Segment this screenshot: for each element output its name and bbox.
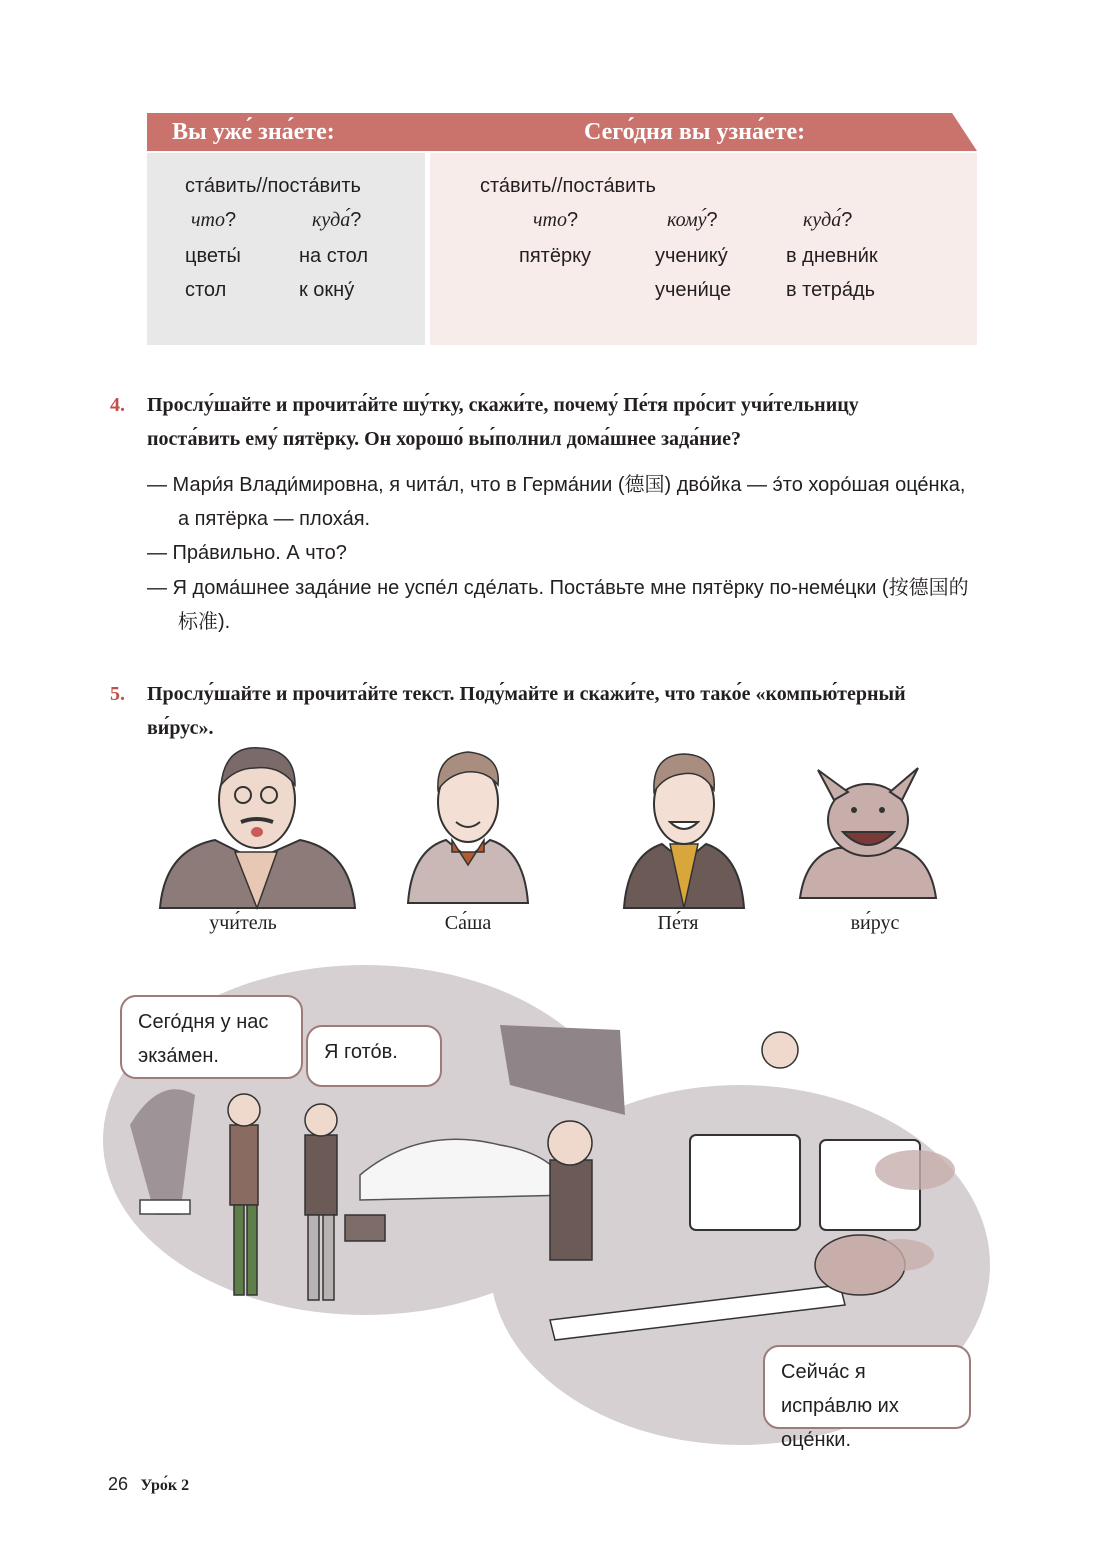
instruction-line: ви́рус». xyxy=(147,717,214,739)
dialogue-line: 标准). xyxy=(178,611,231,633)
new-cell: в тетра́дь xyxy=(786,279,876,301)
known-cell: на стол xyxy=(299,245,369,267)
dialogue-line: — Мари́я Влади́мировна, я чита́л, что в Герма́нии (德国) дво́йка — э́то хоро́шая оце́нка, xyxy=(147,474,966,496)
exercise-5-instruction xyxy=(147,677,977,745)
known-question-what: что? xyxy=(191,209,237,231)
dialogue-line: — Пра́вильно. А что? xyxy=(147,542,347,564)
new-verb: ста́вить//поста́вить xyxy=(480,175,656,197)
page-number: 26 xyxy=(108,1474,129,1494)
known-cell: стол xyxy=(185,279,227,301)
known-question-where: куда́? xyxy=(312,209,362,231)
speech-bubble-exam: Сего́дня у нас экза́мен. xyxy=(120,995,303,1079)
new-question-what: что? xyxy=(533,209,579,231)
petya-illustration xyxy=(622,740,746,910)
new-cell: в дневни́к xyxy=(786,245,878,267)
instruction-line: поста́вить ему́ пятёрку. Он хорошо́ вы́полнил дома́шнее зада́ние? xyxy=(147,428,742,450)
label-virus: ви́рус xyxy=(850,912,900,934)
known-cell: к окну́ xyxy=(299,279,355,301)
known-column xyxy=(147,153,425,345)
new-header: Сего́дня вы узна́ете: xyxy=(584,119,806,145)
speech-bubble-ready: Я гото́в. xyxy=(306,1025,442,1087)
page-footer xyxy=(108,1474,189,1495)
new-cell: учени́це xyxy=(655,279,732,301)
label-petya: Пе́тя xyxy=(657,912,699,934)
known-header: Вы уже́ зна́ете: xyxy=(172,119,335,145)
sasha-illustration xyxy=(406,740,530,905)
dialogue-line: — Я дома́шнее зада́ние не успе́л сде́лать. Поста́вьте мне пятёрку по-неме́цки (按德国的 xyxy=(147,577,969,599)
instruction-line: Прослу́шайте и прочита́йте шу́тку, скажи́те, почему́ Пе́тя про́сит учи́тельницу xyxy=(147,394,859,416)
exercise-5-number: 5. xyxy=(110,683,125,705)
new-cell: ученику́ xyxy=(655,245,728,267)
exercise-4-number: 4. xyxy=(110,394,125,416)
known-cell: цветы́ xyxy=(185,245,241,267)
speech-bubble-virus: Сейча́с я испра́влю их оце́нки. xyxy=(763,1345,971,1429)
lesson-label: Уро́к 2 xyxy=(140,1477,190,1494)
instruction-line: Прослу́шайте и прочита́йте текст. Поду́майте и скажи́те, что тако́е «компью́терный xyxy=(147,683,906,705)
new-question-where: куда́? xyxy=(803,209,853,231)
new-column xyxy=(430,153,977,345)
label-sasha: Са́ша xyxy=(444,912,492,934)
known-verb: ста́вить//поста́вить xyxy=(185,175,361,197)
label-teacher: учи́тель xyxy=(209,912,277,934)
new-question-whom: кому́? xyxy=(667,209,718,231)
new-cell: пятёрку xyxy=(519,245,592,267)
dialogue-line: а пятёрка — плоха́я. xyxy=(178,508,371,530)
exercise-4-instruction xyxy=(147,388,977,456)
teacher-illustration xyxy=(155,740,360,910)
virus-illustration xyxy=(798,740,938,900)
grammar-box xyxy=(147,113,977,345)
